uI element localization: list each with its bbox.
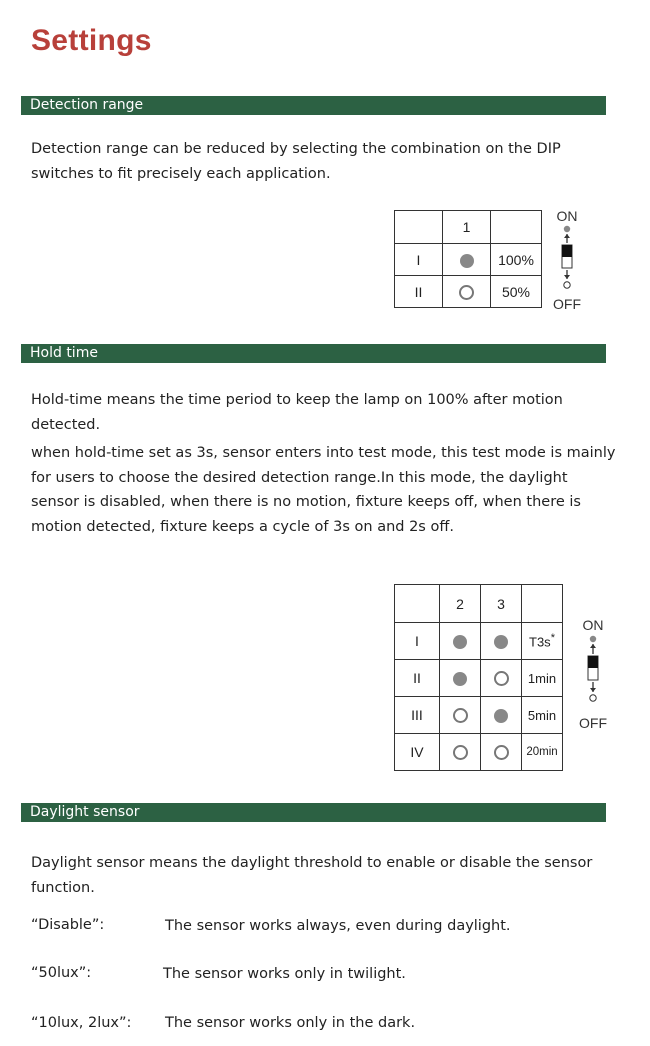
- table-empty-cell: [522, 585, 563, 623]
- row-label: IV: [395, 734, 440, 771]
- switch-state-dot: [494, 745, 509, 760]
- text-line: Daylight sensor means the daylight threshold to enable or disable the sensor: [31, 855, 593, 871]
- text-line: motion detected, fixture keeps a cycle of 3s on and 2s off.: [31, 518, 454, 535]
- hold-time-value-text: T3s: [529, 634, 551, 650]
- option-term-disable: “Disable”:: [31, 917, 105, 933]
- option-desc-10lux-2lux: The sensor works only in the dark.: [165, 1015, 416, 1031]
- test-mode-description: [31, 441, 615, 539]
- switch-state-dot: [494, 635, 508, 649]
- dip-state-cell: [481, 697, 522, 734]
- hold-time-value: [522, 623, 563, 660]
- dip-col-header: 1: [443, 211, 491, 244]
- dip-switch-diagram: [573, 617, 613, 729]
- option-term-10lux-2lux: “10lux, 2lux”:: [31, 1015, 132, 1031]
- hold-time-value: 5min: [522, 697, 563, 734]
- table-corner-cell: [395, 211, 443, 244]
- range-value: 100%: [491, 244, 542, 276]
- text-line: Detection range can be reduced by selecting the combination on the DIP: [31, 141, 561, 157]
- hold-time-dip-table: [394, 584, 563, 771]
- row-label: I: [395, 244, 443, 276]
- switch-off-label: OFF: [579, 715, 607, 731]
- row-label: III: [395, 697, 440, 734]
- text-line: function.: [31, 879, 95, 896]
- text-line: sensor is disabled, when there is no motion, fixture keeps off, when there is: [31, 494, 581, 510]
- dip-state-cell: [443, 244, 491, 276]
- option-desc-disable: The sensor works always, even during daylight.: [165, 918, 511, 934]
- row-label: II: [395, 660, 440, 697]
- text-line: Hold-time means the time period to keep the lamp on 100% after motion: [31, 392, 563, 408]
- section-header-daylight-sensor: Daylight sensor: [21, 803, 606, 822]
- switch-state-dot: [494, 709, 508, 723]
- section-header-hold-time: Hold time: [21, 344, 606, 363]
- switch-off-label: OFF: [553, 296, 581, 312]
- dip-switch-diagram: [547, 208, 587, 312]
- dip-col-header: 2: [440, 585, 481, 623]
- switch-state-dot: [459, 285, 474, 300]
- switch-state-dot: [494, 671, 509, 686]
- footnote-mark: *: [550, 632, 555, 645]
- switch-state-dot: [453, 672, 467, 686]
- row-label: I: [395, 623, 440, 660]
- detection-range-description: [31, 137, 561, 186]
- section-header-detection-range: Detection range: [21, 96, 606, 115]
- table-empty-cell: [491, 211, 542, 244]
- switch-on-label: ON: [582, 617, 604, 633]
- dip-state-cell: [440, 660, 481, 697]
- option-desc-50lux: The sensor works only in twilight.: [163, 966, 406, 982]
- option-term-50lux: “50lux”:: [31, 965, 92, 981]
- dip-state-cell: [440, 734, 481, 771]
- dip-switch-icon: [547, 224, 587, 296]
- text-line: switches to fit precisely each application.: [31, 165, 331, 182]
- table-corner-cell: [395, 585, 440, 623]
- text-line: when hold-time set as 3s, sensor enters into test mode, this test mode is mainly: [31, 445, 616, 461]
- dip-state-cell: [443, 276, 491, 308]
- dip-state-cell: [481, 734, 522, 771]
- text-line: detected.: [31, 416, 101, 433]
- dip-switch-icon: [573, 634, 613, 710]
- daylight-sensor-description: [31, 851, 592, 900]
- switch-state-dot: [453, 745, 468, 760]
- dip-state-cell: [481, 660, 522, 697]
- switch-state-dot: [460, 254, 474, 268]
- dip-state-cell: [481, 623, 522, 660]
- hold-time-value: 20min: [522, 734, 563, 771]
- dip-state-cell: [440, 697, 481, 734]
- page-title: Settings: [31, 24, 152, 57]
- switch-state-dot: [453, 708, 468, 723]
- switch-on-label: ON: [556, 208, 578, 224]
- range-value: 50%: [491, 276, 542, 308]
- detection-range-dip-table: [394, 210, 542, 308]
- text-line: for users to choose the desired detection range.In this mode, the daylight: [31, 469, 568, 486]
- row-label: II: [395, 276, 443, 308]
- dip-col-header: 3: [481, 585, 522, 623]
- switch-state-dot: [453, 635, 467, 649]
- dip-state-cell: [440, 623, 481, 660]
- hold-time-description: [31, 388, 563, 437]
- hold-time-value: 1min: [522, 660, 563, 697]
